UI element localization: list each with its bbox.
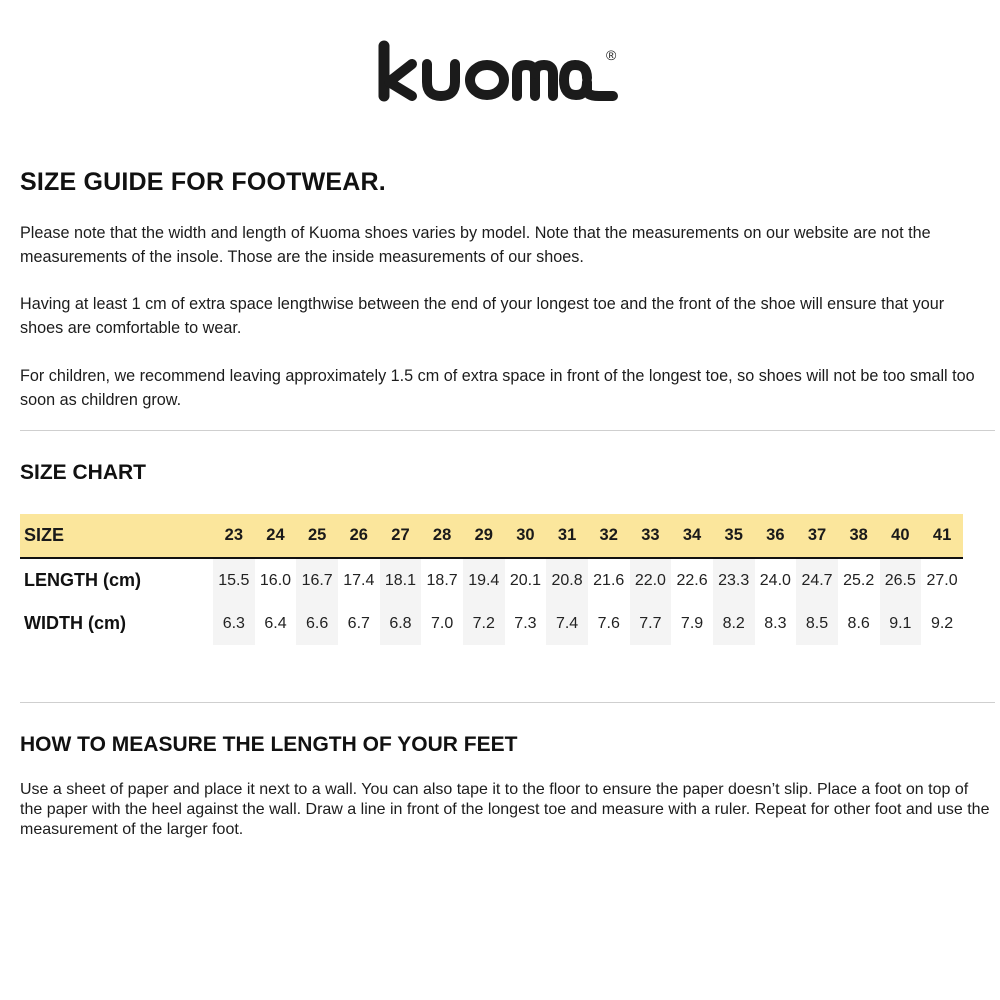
size-cell: 30	[505, 514, 547, 558]
size-cell: 27	[380, 514, 422, 558]
length-cell: 24.7	[796, 558, 838, 602]
size-cell: 32	[588, 514, 630, 558]
width-cell: 7.4	[546, 602, 588, 645]
length-cell: 19.4	[463, 558, 505, 602]
intro-paragraph-2: Having at least 1 cm of extra space lengthwise between the end of your longest toe and the front of the shoe will ensure that your shoes are comfortable to wear.	[20, 295, 945, 337]
length-cell: 18.7	[426, 571, 458, 589]
width-cell: 8.6	[847, 614, 870, 632]
size-cell: 31	[546, 514, 588, 558]
size-cell: 25	[296, 514, 338, 558]
size-cell: 26	[338, 514, 380, 558]
size-cell: 28	[421, 514, 463, 558]
width-cell: 8.2	[713, 602, 755, 645]
length-cell: 26.5	[880, 558, 922, 602]
length-cell: 20.8	[546, 558, 588, 602]
size-chart-title: SIZE CHART	[20, 461, 146, 484]
intro-paragraph-3: For children, we recommend leaving approximately 1.5 cm of extra space in front of the longest toe, so shoes will not be too small too soon as children grow.	[20, 367, 975, 409]
size-cell: 35	[713, 514, 755, 558]
length-cell: 22.6	[676, 571, 708, 589]
length-cell: 25.2	[843, 571, 875, 589]
width-cell: 9.2	[930, 614, 954, 632]
registered-mark: ®	[606, 47, 617, 63]
intro-paragraph-1: Please note that the width and length of Kuoma shoes varies by model. Note that the measurements on our website are not the measurements of the insole. Those are the inside measurements of our shoes.	[20, 224, 931, 266]
measure-title: HOW TO MEASURE THE LENGTH OF YOUR FEET	[20, 733, 518, 756]
length-cell: 16.0	[259, 571, 292, 589]
length-cell: 15.5	[213, 558, 255, 602]
width-cell: 7.0	[430, 614, 454, 632]
width-cell: 7.2	[463, 602, 505, 645]
length-cell: 17.4	[343, 571, 375, 589]
size-cell: 23	[213, 514, 255, 558]
width-cell: 8.3	[764, 614, 787, 632]
width-cell: 6.3	[213, 602, 255, 645]
size-cell: 37	[796, 514, 838, 558]
size-cell: 40	[880, 514, 922, 558]
width-cell: 6.6	[296, 602, 338, 645]
section-divider	[20, 430, 995, 431]
width-cell: 7.3	[514, 614, 537, 632]
brand-logo	[0, 40, 1000, 104]
width-cell: 7.6	[597, 614, 620, 632]
size-cell: 36	[755, 514, 797, 558]
size-cell: 24	[255, 514, 297, 558]
length-cell: 21.6	[593, 571, 625, 589]
kuoma-logo-icon	[375, 40, 625, 104]
width-cell: 6.8	[380, 602, 422, 645]
length-cell: 24.0	[759, 571, 791, 589]
width-row	[20, 602, 963, 645]
width-label: WIDTH (cm)	[24, 613, 126, 633]
size-cell: 38	[838, 514, 880, 558]
length-cell: 27.0	[926, 571, 958, 589]
size-cell: 41	[921, 514, 963, 558]
length-cell: 22.0	[630, 558, 672, 602]
width-cell: 6.7	[347, 614, 370, 632]
width-cell: 9.1	[880, 602, 922, 645]
size-header-row	[20, 514, 963, 558]
width-cell: 8.5	[796, 602, 838, 645]
length-row	[20, 558, 963, 602]
size-cell: 33	[630, 514, 672, 558]
size-table	[20, 514, 963, 645]
section-divider	[20, 702, 995, 703]
width-cell: 7.7	[630, 602, 672, 645]
length-cell: 23.3	[713, 558, 755, 602]
length-cell: 18.1	[380, 558, 422, 602]
page-title: SIZE GUIDE FOR FOOTWEAR.	[20, 168, 386, 196]
width-cell: 7.9	[680, 614, 704, 632]
length-cell: 16.7	[296, 558, 338, 602]
size-cell: 29	[463, 514, 505, 558]
length-cell: 20.1	[509, 571, 541, 589]
length-label: LENGTH (cm)	[24, 570, 141, 590]
width-cell: 6.4	[264, 614, 287, 632]
measure-instructions: Use a sheet of paper and place it next to a wall. You can also tape it to the floor to ensure the paper doesn’t slip. Place a foot on top of the paper with the heel against the wall. Draw a line in front of the longest toe and measure with a ruler. Repeat for other foot and use the measurement of the larger foot.	[20, 781, 990, 838]
size-cell: 34	[671, 514, 713, 558]
size-label: SIZE	[20, 514, 213, 558]
